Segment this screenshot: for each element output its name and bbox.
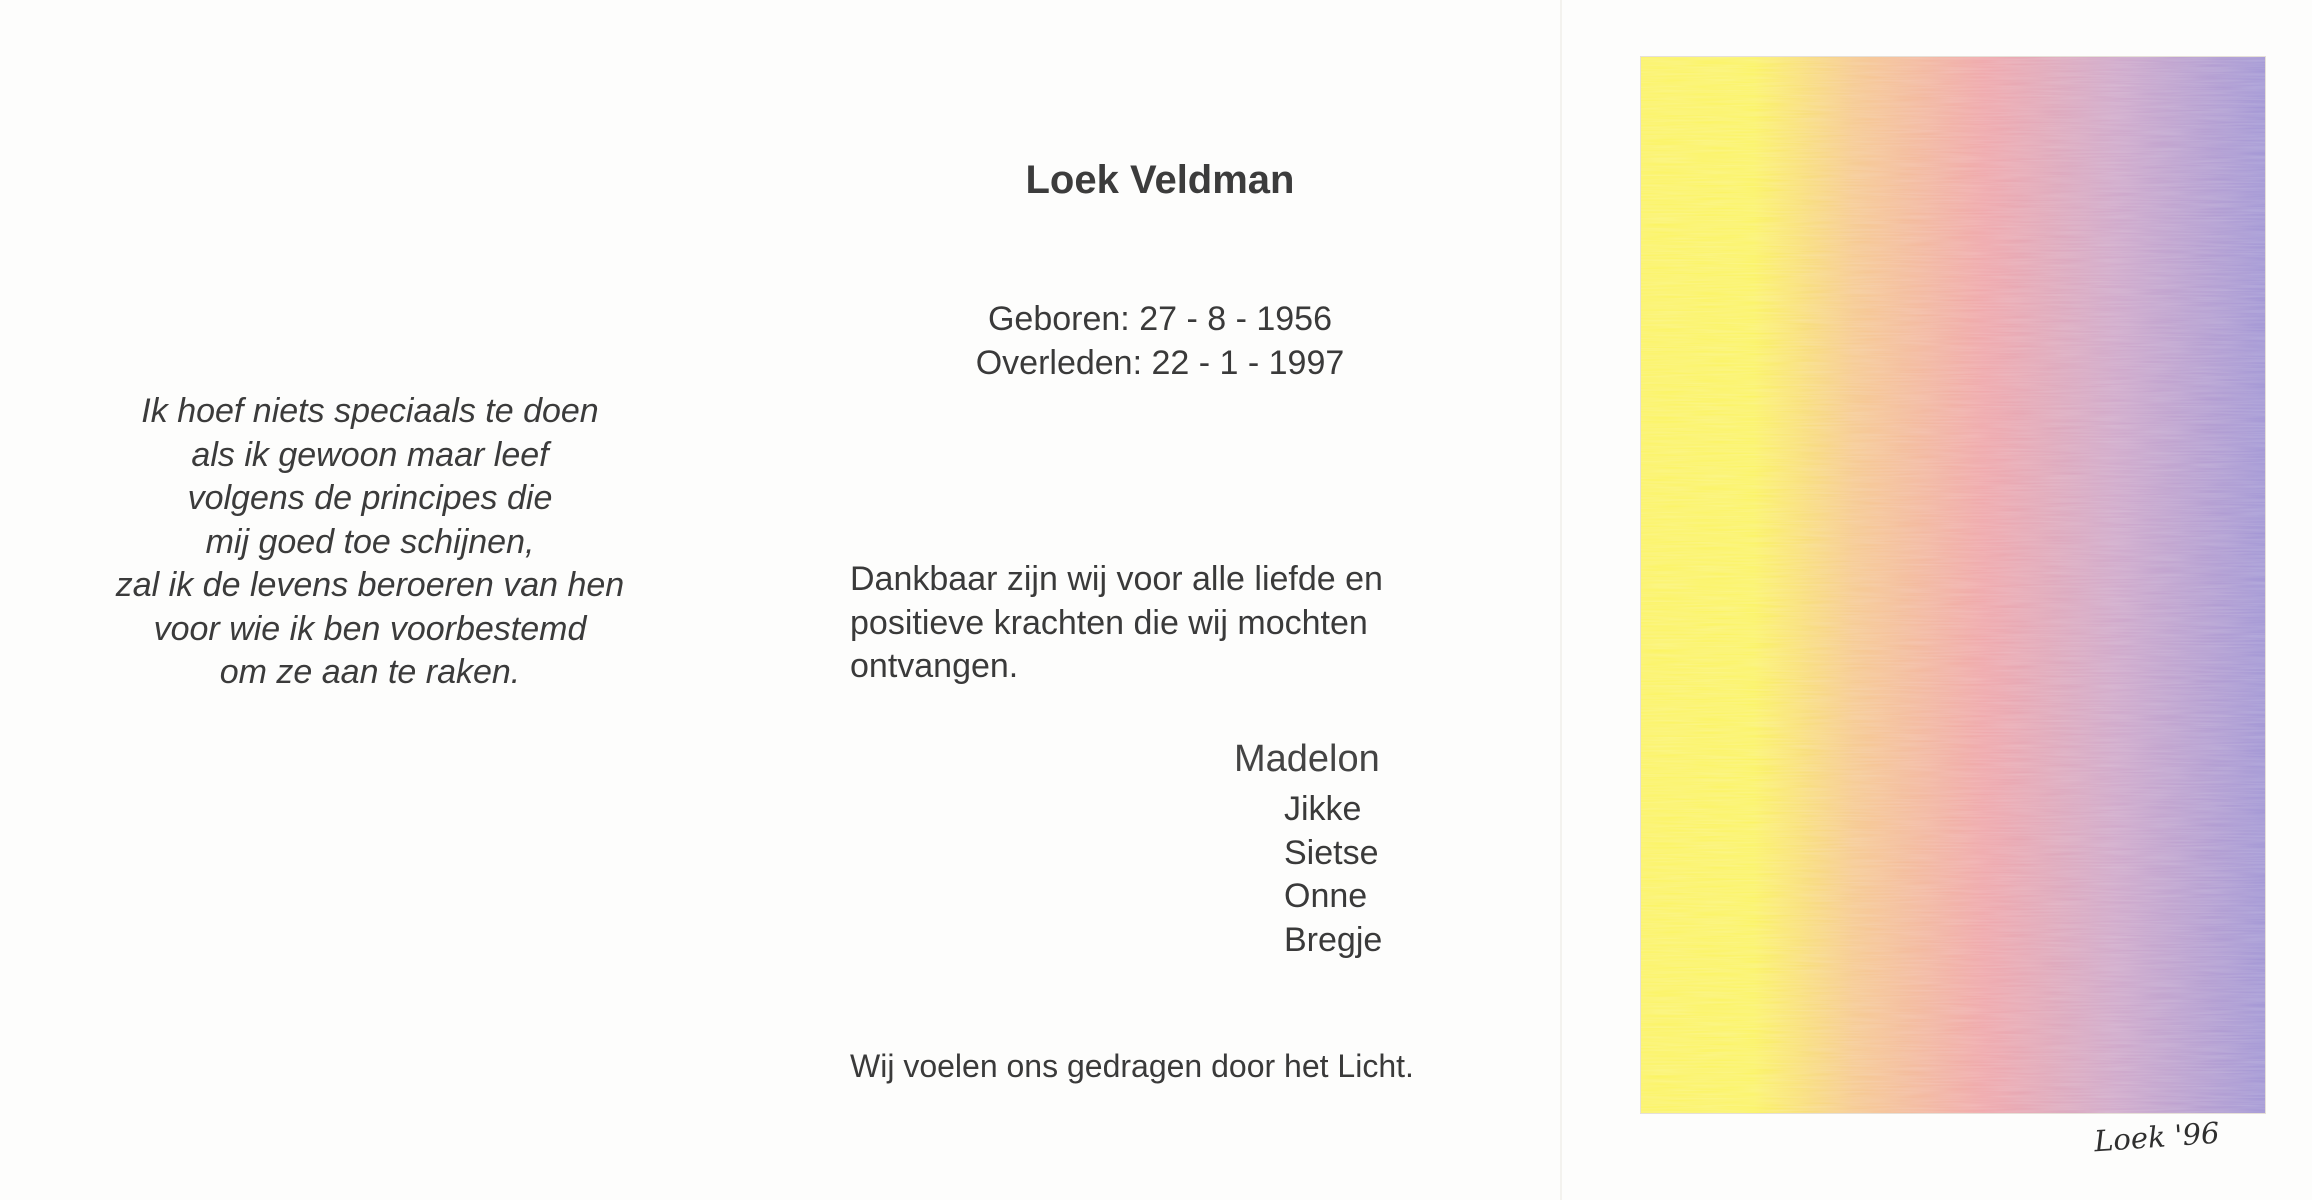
family-members [1284,788,1382,962]
poem-line: Ik hoef niets speciaals te doen [141,392,599,430]
family-head: Madelon [1234,738,1380,780]
closing-line: Wij voelen ons gedragen door het Licht. [850,1048,1414,1084]
life-dates [900,298,1420,385]
poem-line: voor wie ik ben voorbestemd [153,609,587,648]
watercolor-painting [1640,56,2266,1114]
thanks-line: ontvangen. [850,647,1019,685]
thanks-line: positieve krachten die wij mochten [850,603,1368,642]
thanks-message [850,558,1450,689]
deceased-name: Loek Veldman [1025,158,1295,202]
birth-date: Geboren: 27 - 8 - 1956 [987,300,1332,338]
poem-line: als ik gewoon maar leef [191,435,549,474]
thanks-line: Dankbaar zijn wij voor alle liefde en [850,560,1383,598]
death-date: Overleden: 22 - 1 - 1997 [975,343,1345,382]
family-member: Onne [1284,877,1368,915]
watercolor-gradient [1641,57,2265,1113]
poem [60,390,680,695]
poem-line: mij goed toe schijnen, [205,522,535,561]
poem-line: om ze aan te raken. [219,653,521,691]
poem-line: volgens de principes die [187,479,553,517]
painting-signature: Loek '96 [2092,1115,2221,1159]
family-member: Bregje [1284,920,1383,959]
card-fold-line [1560,0,1562,1200]
family-member: Sietse [1284,833,1379,872]
family-member: Jikke [1284,790,1362,828]
poem-line: zal ik de levens beroeren van hen [115,566,625,604]
